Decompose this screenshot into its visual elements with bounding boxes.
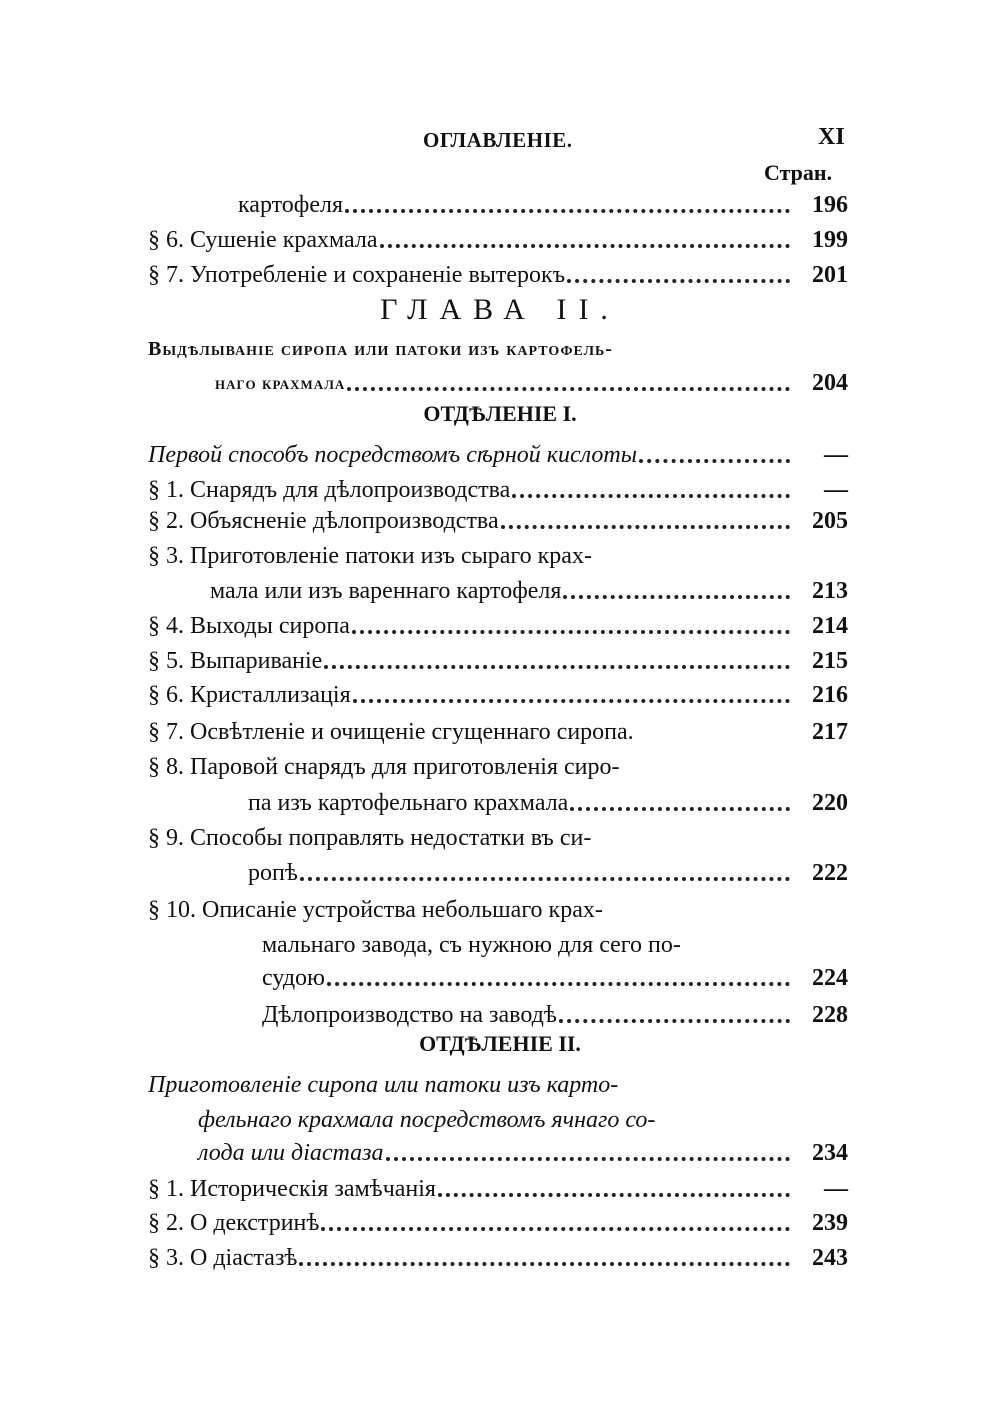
entry-page: 216 (812, 682, 848, 708)
dot-leader (324, 657, 790, 669)
entry-title: Приготовленіе сиропа или патоки изъ карто- (148, 1072, 619, 1098)
toc-entry (148, 891, 848, 925)
entry-title: § 9. Способы поправлять недостатки въ си- (148, 825, 592, 851)
dot-leader (639, 451, 790, 463)
toc-entry (148, 1101, 848, 1135)
entry-title: § 1. Историческія замѣчанія (148, 1176, 436, 1202)
toc-entry (148, 996, 848, 1030)
entry-page: 234 (812, 1140, 848, 1166)
entry-page: — (824, 477, 848, 503)
dot-leader (300, 869, 790, 881)
dot-leader (559, 1011, 790, 1023)
entry-page: 220 (812, 790, 848, 816)
pages-column-label: Стран. (764, 160, 833, 185)
dot-leader (321, 1219, 790, 1231)
entry-page: 214 (812, 613, 848, 639)
dot-leader (327, 974, 790, 986)
chapter-heading: ГЛАВА II. (380, 293, 620, 326)
entry-page: 239 (812, 1210, 848, 1236)
entry-title: Первой способъ посредствомъ сѣрной кислоты (148, 442, 637, 468)
dot-leader (347, 379, 790, 391)
toc-entry (148, 607, 848, 641)
toc-entry (148, 748, 848, 782)
toc-entry (148, 221, 848, 255)
entry-title: § 7. Освѣтленіе и очищеніе сгущеннаго сиропа. (148, 719, 634, 745)
entry-title: § 7. Употребленіе и сохраненіе вытерокъ (148, 262, 566, 288)
entry-title: § 2. Объясненіе дѣлопроизводства (148, 508, 499, 534)
dot-leader (512, 486, 790, 498)
entry-page: 199 (812, 227, 848, 253)
toc-entry (148, 364, 848, 398)
toc-entry (148, 471, 848, 505)
toc-entry (148, 854, 848, 888)
entry-title: Выдѣлываніе сиропа или патоки изъ картофель- (148, 338, 613, 360)
entry-title: § 6. Кристаллизація (148, 682, 351, 708)
entry-title: § 1. Снарядъ для дѣлопроизводства (148, 477, 511, 503)
page-number: XI (818, 124, 845, 150)
entry-title: мала или изъ вареннаго картофеля (210, 578, 562, 604)
toc-entry (148, 959, 848, 993)
entry-page: 196 (812, 192, 848, 218)
toc-entry (148, 436, 848, 470)
toc-entry (148, 819, 848, 853)
toc-entry (148, 502, 848, 536)
toc-entry (148, 926, 848, 960)
toc-entry (148, 642, 848, 676)
toc-entry (148, 1066, 848, 1100)
entry-page: 243 (812, 1245, 848, 1271)
toc-entry (148, 1134, 848, 1168)
entry-page: 204 (812, 370, 848, 396)
dot-leader (438, 1185, 790, 1197)
dot-leader (563, 587, 790, 599)
entry-title: ропѣ (248, 860, 298, 886)
entry-title: картофеля (238, 192, 344, 218)
toc-entry (148, 784, 848, 818)
dot-leader (353, 691, 790, 703)
entry-title: фельнаго крахмала посредствомъ ячнаго со- (198, 1107, 656, 1133)
entry-page: 228 (812, 1002, 848, 1028)
entry-page: — (824, 442, 848, 468)
entry-page: 205 (812, 508, 848, 534)
dot-leader (567, 271, 790, 283)
entry-title: § 3. Приготовленіе патоки изъ сыраго крах- (148, 543, 592, 569)
chapter-title (148, 330, 848, 364)
entry-page: 215 (812, 648, 848, 674)
toc-entry (148, 1170, 848, 1204)
dot-leader (501, 517, 790, 529)
toc-entry (148, 1204, 848, 1238)
entry-title: мальнаго завода, съ нужною для сего по- (262, 932, 681, 958)
toc-entry (148, 1239, 848, 1273)
toc-entry (148, 256, 848, 290)
entry-title: па изъ картофельнаго крахмала (248, 790, 569, 816)
entry-title: § 5. Выпариваніе (148, 648, 323, 674)
section-heading: ОТДѢЛЕНІЕ I. (423, 401, 577, 426)
dot-leader (380, 236, 790, 248)
toc-entry (148, 186, 848, 220)
entry-page: 213 (812, 578, 848, 604)
entry-title: Дѣлопроизводство на заводѣ (262, 1002, 557, 1028)
entry-title: § 10. Описаніе устройства небольшаго крах- (148, 897, 603, 923)
toc-entry (148, 676, 848, 710)
entry-page: 224 (812, 965, 848, 991)
entry-title: § 4. Выходы сиропа (148, 613, 350, 639)
dot-leader (570, 799, 790, 811)
section-heading: ОТДѢЛЕНІЕ II. (419, 1031, 581, 1056)
dot-leader (299, 1254, 790, 1266)
entry-page: 201 (812, 262, 848, 288)
dot-leader (352, 622, 790, 634)
entry-page: 222 (812, 860, 848, 886)
entry-title: § 3. О діастазѣ (148, 1245, 298, 1271)
entry-page: — (824, 1176, 848, 1202)
entry-title: наго крахмала (215, 373, 346, 393)
entry-title: § 8. Паровой снарядъ для приготовленія сиро- (148, 754, 620, 780)
entry-page: 217 (812, 719, 848, 745)
entry-title: лода или діастаза (198, 1140, 384, 1166)
entry-title: § 6. Сушеніе крахмала (148, 227, 378, 253)
dot-leader (345, 201, 790, 213)
toc-entry (148, 713, 848, 747)
entry-title: § 2. О декстринѣ (148, 1210, 320, 1236)
toc-entry (148, 572, 848, 606)
header-title: ОГЛАВЛЕНІЕ. (423, 128, 573, 152)
toc-entry (148, 537, 848, 571)
entry-title: судою (262, 965, 325, 991)
dot-leader (386, 1149, 791, 1161)
